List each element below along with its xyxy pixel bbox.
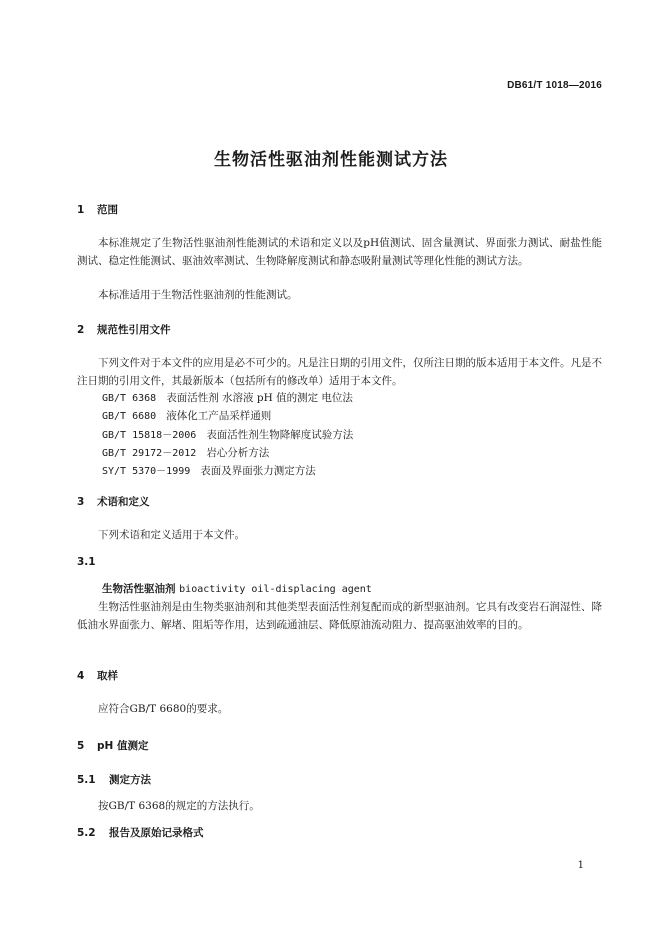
- section-number: 3: [77, 496, 85, 508]
- section-1-paragraph-1: 本标准规定了生物活性驱油剂性能测试的术语和定义以及pH值测试、固含量测试、界面张力测试、耐盐性能测试、稳定性能测试、驱油效率测试、生物降解度测试和静态吸附量测试等理化性能的测试方法。: [77, 237, 602, 267]
- reference-item: [102, 390, 353, 405]
- subsection-title: 测定方法: [109, 774, 151, 786]
- term-entry: [102, 581, 372, 596]
- standard-number: DB61/T 1018—2016: [507, 80, 602, 91]
- section-number: 4: [77, 670, 85, 682]
- section-3-heading: [77, 494, 150, 509]
- section-2-paragraph-1: 下列文件对于本文件的应用是必不可少的。凡是注日期的引用文件，仅所注日期的版本适用于本文件。凡是不注日期的引用文件，其最新版本（包括所有的修改单）适用于本文件。: [77, 357, 602, 387]
- section-4-paragraph-1: 应符合GB/T 6680的要求。: [98, 703, 229, 715]
- subsection-number: 5.1: [77, 774, 96, 786]
- term-english: bioactivity oil-displacing agent: [179, 584, 372, 595]
- reference-name: 表面活性剂生物降解度试验方法: [206, 429, 354, 441]
- section-3-paragraph-1: 下列术语和定义适用于本文件。: [98, 529, 245, 541]
- subsection-5-2-heading: [77, 825, 204, 840]
- reference-code: GB/T 6680: [102, 411, 157, 422]
- section-1-heading: [77, 202, 118, 217]
- reference-item: [102, 426, 353, 442]
- section-number: 2: [77, 324, 85, 336]
- reference-code: GB/T 15818－2006: [102, 430, 197, 441]
- section-4-heading: [77, 668, 118, 683]
- section-title: pH 值测定: [97, 740, 149, 752]
- reference-item: [102, 462, 316, 478]
- section-1-paragraph-2: 本标准适用于生物活性驱油剂的性能测试。: [98, 289, 298, 301]
- term-chinese: 生物活性驱油剂: [102, 583, 176, 595]
- section-5-heading: [77, 738, 148, 753]
- reference-name: 液体化工产品采样通则: [166, 410, 272, 422]
- reference-item: [102, 408, 271, 423]
- reference-name: 岩心分析方法: [206, 447, 270, 459]
- reference-name: 表面及界面张力测定方法: [200, 465, 316, 477]
- section-title: 术语和定义: [97, 496, 150, 508]
- reference-item: [102, 444, 269, 460]
- reference-code: SY/T 5370－1999: [102, 466, 191, 477]
- reference-name: 表面活性剂 水溶液 pH 值的测定 电位法: [166, 392, 353, 404]
- reference-code: GB/T 6368: [102, 393, 157, 404]
- subsection-3-1-number: 3.1: [77, 556, 96, 568]
- section-title: 取样: [97, 670, 118, 682]
- term-definition: 生物活性驱油剂是由生物类驱油剂和其他类型表面活性剂复配而成的新型驱油剂。它具有改变岩石润湿性、降低油水界面张力、解堵、阻垢等作用，达到疏通油层、降低原油流动阻力、提高驱油效率的目的。: [77, 601, 602, 631]
- subsection-title: 报告及原始记录格式: [109, 827, 204, 839]
- page-number: 1: [577, 860, 584, 871]
- subsection-number: 5.2: [77, 827, 96, 839]
- subsection-5-1-heading: [77, 772, 151, 787]
- reference-code: GB/T 29172－2012: [102, 448, 197, 459]
- section-number: 5: [77, 740, 85, 752]
- subsection-5-1-paragraph: 按GB/T 6368的规定的方法执行。: [98, 800, 260, 812]
- section-number: 1: [77, 204, 85, 216]
- section-title: 范围: [97, 204, 118, 216]
- section-title: 规范性引用文件: [97, 324, 171, 336]
- section-2-heading: [77, 322, 171, 337]
- document-title: 生物活性驱油剂性能测试方法: [214, 150, 448, 170]
